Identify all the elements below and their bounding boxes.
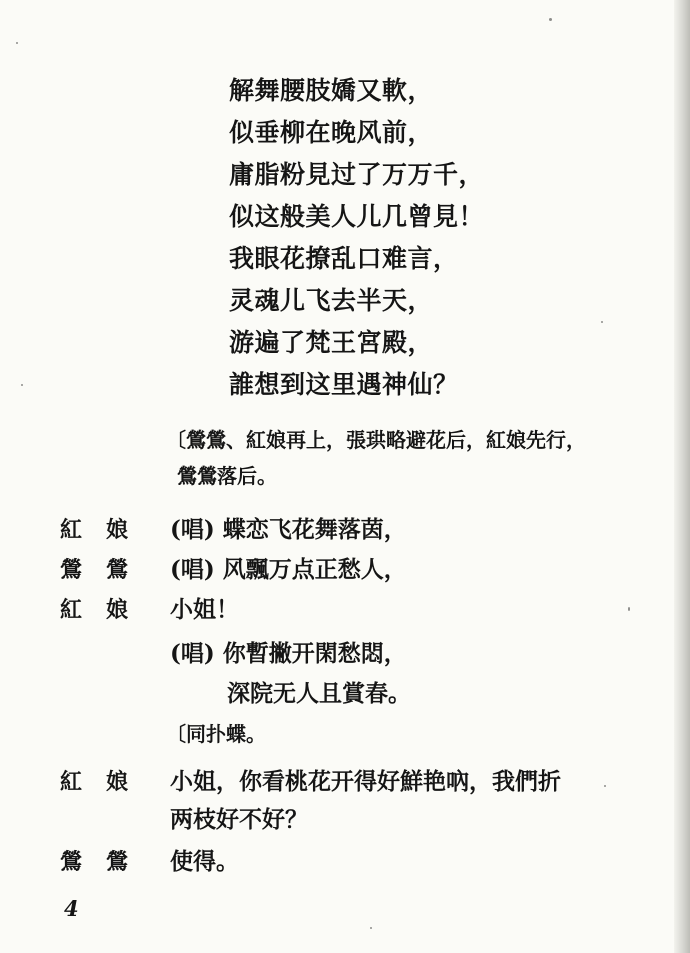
verse-line-2: 似垂柳在晚风前， xyxy=(229,118,434,147)
sung-line-2: 深院无人且賞春。 xyxy=(227,680,411,707)
stage-direction-1-line-1: 〔鶯鶯、紅娘再上，張珙略避花后，紅娘先行， xyxy=(166,428,586,452)
dialogue-line-1: (唱) 蝶恋飞花舞落茵， xyxy=(170,516,407,543)
speaker-yingying-1: 鶯鶯 xyxy=(60,557,153,583)
print-speck xyxy=(601,321,603,323)
print-speck xyxy=(16,42,18,44)
dialogue-line-6: 使得。 xyxy=(170,848,239,875)
page-number: 4 xyxy=(64,896,79,921)
dialogue-line-4: 小姐，你看桃花开得好鮮艳吶，我們折 xyxy=(170,768,561,795)
dialogue-line-3: 小姐！ xyxy=(170,596,239,623)
verse-line-8: 誰想到这里遇神仙？ xyxy=(229,370,459,399)
print-speck xyxy=(628,607,630,611)
verse-line-3: 庸脂粉見过了万万千， xyxy=(229,160,485,189)
print-speck xyxy=(549,18,552,21)
stage-direction-1-line-2: 鶯鶯落后。 xyxy=(177,464,277,488)
verse-line-5: 我眼花撩乱口难言， xyxy=(229,244,459,273)
print-speck xyxy=(604,785,606,787)
verse-line-7: 游遍了梵王宮殿， xyxy=(229,328,434,357)
verse-line-4: 似这般美人儿几曾見！ xyxy=(229,202,485,231)
speaker-hongniang-1: 紅娘 xyxy=(60,517,153,543)
stage-direction-2: 〔同扑蝶。 xyxy=(166,722,266,746)
verse-line-6: 灵魂儿飞去半天， xyxy=(229,286,434,315)
speaker-hongniang-3: 紅娘 xyxy=(60,769,153,795)
dialogue-line-2: (唱) 风飄万点正愁人， xyxy=(170,556,407,583)
print-speck xyxy=(370,927,372,929)
dialogue-line-5: 两枝好不好？ xyxy=(170,806,308,833)
speaker-yingying-2: 鶯鶯 xyxy=(60,849,153,875)
verse-block xyxy=(229,70,484,406)
speaker-hongniang-2: 紅娘 xyxy=(60,597,153,623)
verse-line-1: 解舞腰肢嬌又軟， xyxy=(229,76,434,105)
page-right-edge xyxy=(674,0,690,953)
sung-line-1: (唱) 你暫撇开閑愁悶， xyxy=(170,640,407,667)
print-speck xyxy=(21,384,23,386)
